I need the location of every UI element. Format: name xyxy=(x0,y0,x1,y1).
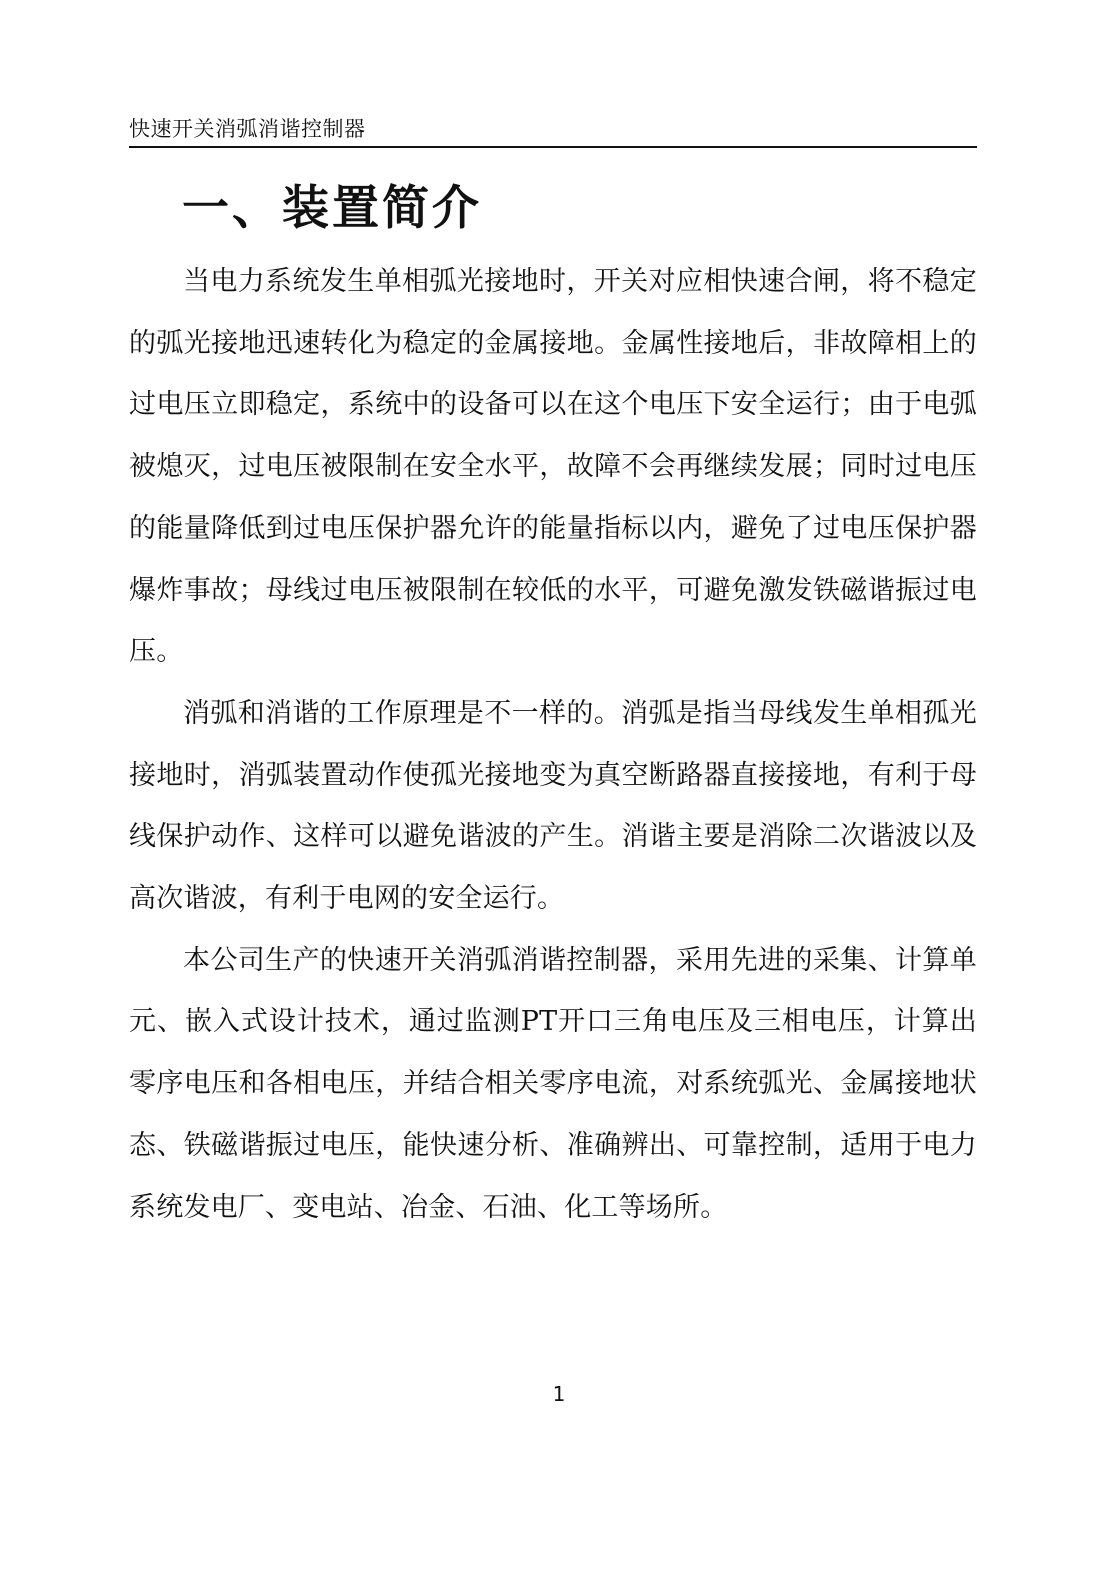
section-title: 一、装置简介 xyxy=(182,181,482,236)
paragraph-company-product: 本公司生产的快速开关消弧消谐控制器，采用先进的采集、计算单元、嵌入式设计技术，通过监测PT开口三角电压及三相电压，计算出零序电压和各相电压，并结合相关零序电流，对系统弧光、金属接地状态、铁磁谐振过电压，能快速分析、准确辨出、可靠控制，适用于电力系统发电厂、变电站、冶金、石油、化工等场所。 xyxy=(129,944,977,1223)
body-text xyxy=(129,251,977,1238)
running-header: 快速开关消弧消谐控制器 xyxy=(129,117,366,141)
page-number: 1 xyxy=(552,1382,566,1406)
header-rule xyxy=(129,146,977,148)
paragraph-arc-grounding: 当电力系统发生单相弧光接地时，开关对应相快速合闸，将不稳定的弧光接地迅速转化为稳定的金属接地。金属性接地后，非故障相上的过电压立即稳定，系统中的设备可以在这个电压下安全运行；由于电弧被熄灭，过电压被限制在安全水平，故障不会再继续发展；同时过电压的能量降低到过电压保护器允许的能量指标以内，避免了过电压保护器爆炸事故；母线过电压被限制在较低的水平，可避免激发铁磁谐振过电压。 xyxy=(129,266,977,668)
paragraph-arc-vs-harmonic: 消弧和消谐的工作原理是不一样的。消弧是指当母线发生单相孤光接地时，消弧装置动作使孤光接地变为真空断路器直接接地，有利于母线保护动作、这样可以避免谐波的产生。消谐主要是消除二次谐波以及高次谐波，有利于电网的安全运行。 xyxy=(129,697,977,915)
